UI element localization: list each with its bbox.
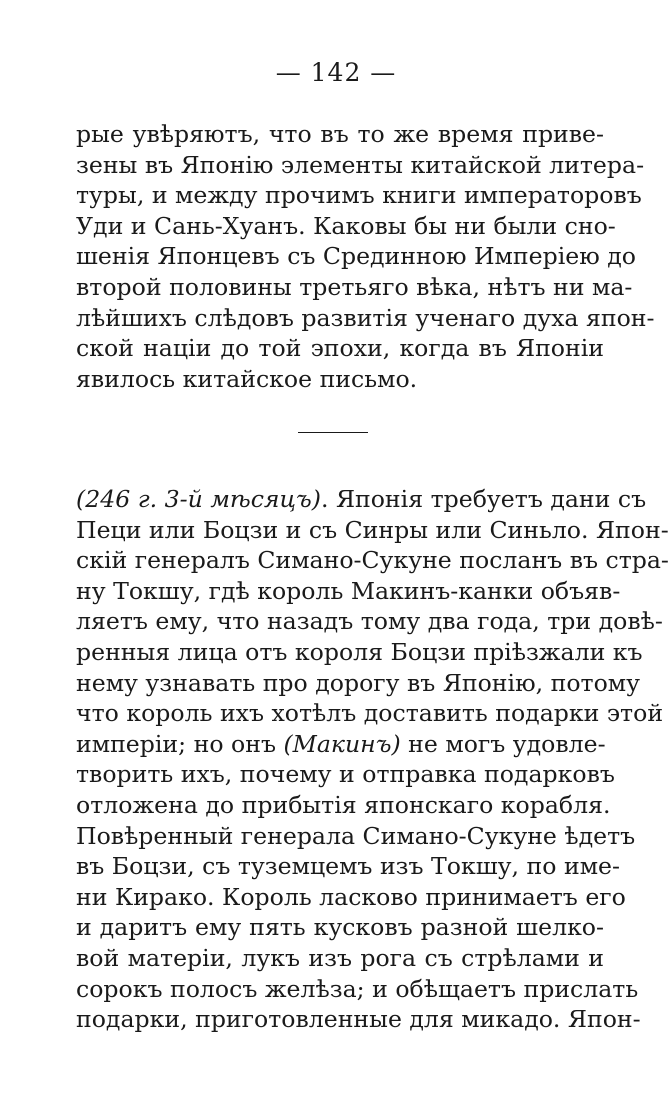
text-line: второй половины третьяго вѣка, нѣтъ ни ма- xyxy=(76,272,633,301)
text-line: въ Боцзи, съ туземцемъ изъ Токшу, по име- xyxy=(76,852,620,881)
text-line: Повѣренный генерала Симано-Сукуне ѣдетъ xyxy=(76,821,636,850)
paragraph-2 xyxy=(76,484,669,1035)
page-number: — 142 — xyxy=(275,58,397,87)
text-line: ну Токшу, гдѣ король Макинъ-канки объяв- xyxy=(76,576,621,605)
text-line: туры, и между прочимъ книги императоровъ xyxy=(76,181,642,210)
paragraph-1 xyxy=(76,119,655,394)
text-line: отложена до прибытія японскаго корабля. xyxy=(76,790,611,819)
text-line: и даритъ ему пять кусковъ разной шелко- xyxy=(76,913,604,942)
text-line xyxy=(76,484,647,515)
text-line: шенія Японцевъ съ Срединною Имперіею до xyxy=(76,242,636,271)
text-line: вой матеріи, лукъ изъ рога съ стрѣлами и xyxy=(76,943,604,972)
text-line: Пеци или Боцзи и съ Синры или Синьло. Япон- xyxy=(76,515,669,544)
text-line: зены въ Японію элементы китайской литера- xyxy=(76,150,645,179)
text-line: Уди и Сань-Хуанъ. Каковы бы ни были сно- xyxy=(76,211,616,240)
text-span: . Японія требуетъ дани съ xyxy=(320,485,647,513)
text-line: ренныя лица отъ короля Боцзи пріѣзжали къ xyxy=(76,637,643,666)
date-reference: (246 г. 3-й мѣсяцъ) xyxy=(76,485,321,513)
text-line: ни Кирако. Король ласково принимаетъ его xyxy=(76,882,626,911)
text-line: рые увѣряютъ, что въ то же время приве- xyxy=(76,120,604,148)
text-line: ляетъ ему, что назадъ тому два года, три довѣ- xyxy=(76,607,663,636)
text-line xyxy=(76,729,604,760)
name-reference: (Макинъ) xyxy=(283,729,401,758)
text-line: скій генералъ Симано-Сукуне посланъ въ стра- xyxy=(76,546,669,575)
text-span: не могъ удовле- xyxy=(400,729,606,758)
text-line: творить ихъ, почему и отправка подарковъ xyxy=(76,760,615,789)
text-line: подарки, приготовленные для микадо. Япон- xyxy=(76,1005,641,1034)
text-line: сорокъ полосъ желѣза; и обѣщаетъ прислать xyxy=(76,974,639,1003)
text-line: лѣйшихъ слѣдовъ развитія ученаго духа япон- xyxy=(76,303,655,332)
text-line: нему узнавать про дорогу въ Японію, потому xyxy=(76,668,641,697)
text-span: имперіи; но онъ xyxy=(76,729,284,758)
section-divider xyxy=(298,432,368,433)
text-line: что король ихъ хотѣлъ доставить подарки этой xyxy=(76,699,664,728)
text-line: явилось китайское письмо. xyxy=(76,364,418,393)
text-line: ской націи до той эпохи, когда въ Японіи xyxy=(76,334,604,363)
